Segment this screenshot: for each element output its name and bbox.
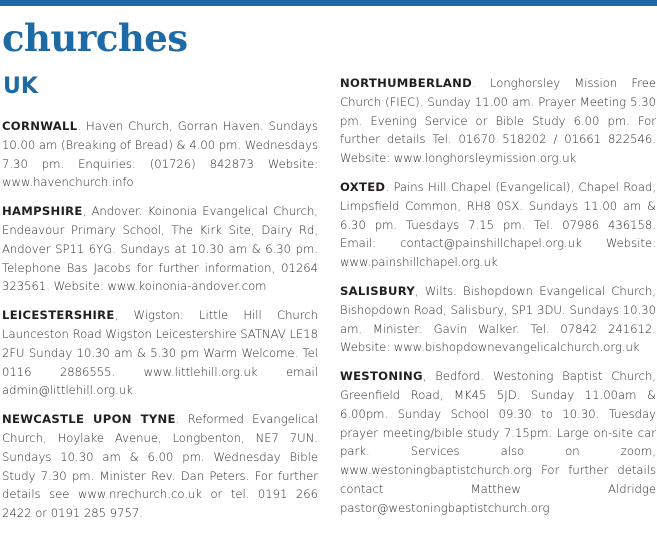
listings-column-right bbox=[340, 74, 656, 528]
listing-name: LEICESTERSHIRE bbox=[2, 308, 115, 323]
listing-name: HAMPSHIRE bbox=[2, 204, 83, 219]
listing-text: . Reformed Evangelical Church, Hoylake Avenue, Longbenton, NE7 7UN. Sundays 10.30 am & 6.00 pm. Wednesday Bible Study 7.30 pm. Minister Rev. Dan Peters. For further details see www.nrechurch.co.uk or tel. 0191 266 2422 or 0191 285 9757. bbox=[2, 412, 318, 521]
page-title: churches bbox=[2, 16, 188, 60]
listing-leicestershire bbox=[2, 306, 318, 400]
listing-name: CORNWALL bbox=[2, 119, 78, 133]
listing-cornwall bbox=[2, 117, 318, 192]
listing-text: , Bedford. Westoning Baptist Church, Greenfield Road, MK45 5JD. Sunday 11.00am & 6.00pm. Sunday School 09.30 to 10.30. Tuesday prayer meeting/bible study 7.15pm. Large on-site car park. Services also on zoom, www.westoningbaptistchurch.org For further details contact Matthew Aldridge pastor@westoningbaptistchurch.org bbox=[340, 369, 656, 515]
listing-name: NORTHUMBERLAND bbox=[340, 76, 473, 90]
listing-text: , Andover. Koinonia Evangelical Church, Endeavour Primary School, The Kirk Site, Dairy Rd, Andover SP11 6YG. Sundays at 10.30 am & 6.30 pm. Telephone Bas Jacobs for further information, 01264 323561. Website: www.koinonia-andover.com bbox=[2, 204, 318, 294]
region-heading: UK bbox=[3, 74, 38, 99]
listing-newcastle-upon-tyne bbox=[2, 410, 318, 523]
listing-hampshire bbox=[2, 202, 318, 296]
listing-text: . Longhorsley Mission Free Church (FIEC). Sunday 11.00 am. Prayer Meeting 5.30 pm. Evening Service or Bible Study 6.00 pm. For further details Tel. 01670 518202 / 01661 822546. Website: www.longhorsleymission.org.uk bbox=[340, 76, 656, 166]
listings-column-left bbox=[2, 117, 318, 533]
listing-oxted bbox=[340, 178, 656, 272]
listing-name: OXTED bbox=[340, 179, 386, 194]
listing-text: . Pains Hill Chapel (Evangelical), Chapel Road, Limpsfield Common, RH8 0SX. Sundays 11.00 am & 6.30 pm. Tuesdays 7.15 pm. Tel. 07986 436158. Email: contact@painshillchapel.org.uk Website: www.painshillchapel.org.uk bbox=[340, 179, 656, 270]
listing-westoning bbox=[340, 367, 656, 517]
listing-name: SALISBURY bbox=[340, 283, 416, 298]
listing-text: . Haven Church, Gorran Haven. Sundays 10.00 am (Breaking of Bread) & 4.00 pm. Wednesdays 7.30 pm. Enquiries: (01726) 842873 Website: www.havenchurch.info bbox=[2, 119, 318, 190]
listing-text: , Wilts. Bishopdown Evangelical Church, Bishopdown Road, Salisbury, SP1 3DU. Sundays 10.30 am. Minister: Gavin Walker. Tel. 07842 241612. Website: www.bishopdownevangelicalchurch.org.uk bbox=[340, 283, 656, 355]
listing-text: , Wigston: Little Hill Church Launceston Road Wigston Leicestershire SATNAV LE18 2FU Sunday 10.30 am & 5.30 pm Warm Welcome. Tel 0116 2886555. www.littlehill.org.uk email admin@littlehill.org.uk bbox=[2, 308, 318, 398]
top-rule bbox=[0, 0, 657, 6]
listing-northumberland bbox=[340, 74, 656, 168]
listing-name: WESTONING bbox=[340, 369, 423, 384]
listing-salisbury bbox=[340, 282, 656, 357]
listing-name: NEWCASTLE UPON TYNE bbox=[2, 412, 176, 427]
